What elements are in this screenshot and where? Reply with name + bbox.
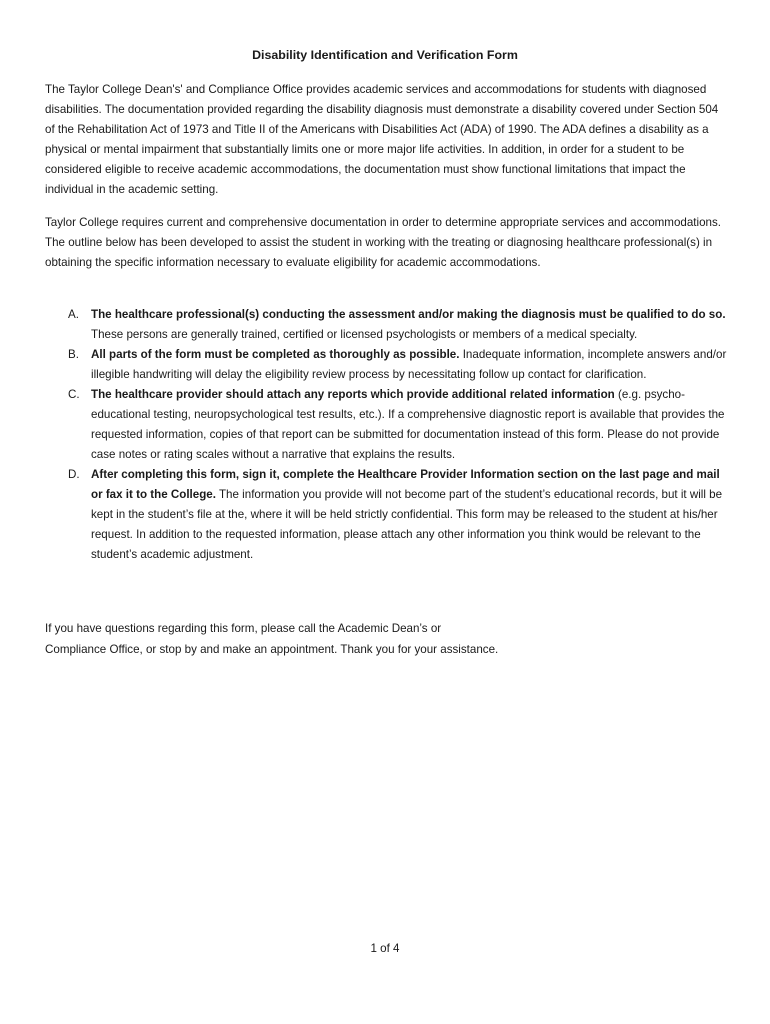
list-item-text: These persons are generally trained, certified or licensed psychologists or members of a medical specialty. [91, 328, 638, 341]
list-marker: C. [68, 388, 80, 401]
list-item-text: (e.g. psycho-educational testing, neuropsychological test results, etc.). If a comprehensive diagnostic report is available that provides the requested information, copies of that report can be submitted for documentation instead of this form. Please do not provide case notes or rating scales without a narrative that explains the results. [91, 388, 725, 461]
list-marker: D. [68, 468, 80, 481]
list-item [0, 345, 727, 385]
list-item [0, 385, 727, 465]
list-item-bold-text: The healthcare provider should attach any reports which provide additional related information [91, 388, 615, 401]
list-item-text: Inadequate information, incomplete answers and/or illegible handwriting will delay the eligibility review process by necessitating follow up contact for clarification. [91, 348, 727, 381]
list-item-bold-text: After completing this form, sign it, complete the Healthcare Provider Information section on the last page and mail or fax it to the College. [91, 468, 720, 501]
list-item-bold-text: All parts of the form must be completed as thoroughly as possible. [91, 348, 460, 361]
instructions-list [0, 305, 770, 565]
list-marker: B. [68, 348, 79, 361]
closing-note [45, 618, 685, 660]
list-item [0, 465, 727, 565]
list-marker: A. [68, 308, 79, 321]
list-item [0, 305, 727, 345]
document-title: Disability Identification and Verification Form [252, 48, 518, 62]
list-item-bold-text: The healthcare professional(s) conducting the assessment and/or making the diagnosis must be qualified to do so. [91, 308, 726, 321]
page-number: 1 of 4 [370, 942, 400, 955]
closing-line: If you have questions regarding this form, please call the Academic Dean’s or [45, 622, 442, 635]
list-item-text: The information you provide will not become part of the student’s educational records, but it will be kept in the student’s file at the, where it will be held strictly confidential. This form may be released to the student at his/her request. In addition to the requested information, please attach any other information you think would be relevant to the student’s academic adjustment. [91, 488, 723, 561]
intro-paragraph: The Taylor College Dean's' and Compliance Office provides academic services and accommodations for students with diagnosed disabilities. The documentation provided regarding the disability diagnosis must demonstrate a disability covered under Section 504 of the Rehabilitation Act of 1973 and Title II of the Americans with Disabilities Act (ADA) of 1990. The ADA defines a disability as a physical or mental impairment that substantially limits one or more major life activities. In addition, in order for a student to be considered eligible to receive academic accommodations, the documentation must show functional limitations that impact the individual in the academic setting. [45, 83, 719, 196]
closing-line: Compliance Office, or stop by and make an appointment. Thank you for your assistance. [45, 643, 499, 656]
requirements-paragraph: Taylor College requires current and comprehensive documentation in order to determine appropriate services and accommodations. The outline below has been developed to assist the student in working with the treating or diagnosing healthcare professional(s) in obtaining the specific information necessary to evaluate eligibility for academic accommodations. [45, 216, 722, 269]
